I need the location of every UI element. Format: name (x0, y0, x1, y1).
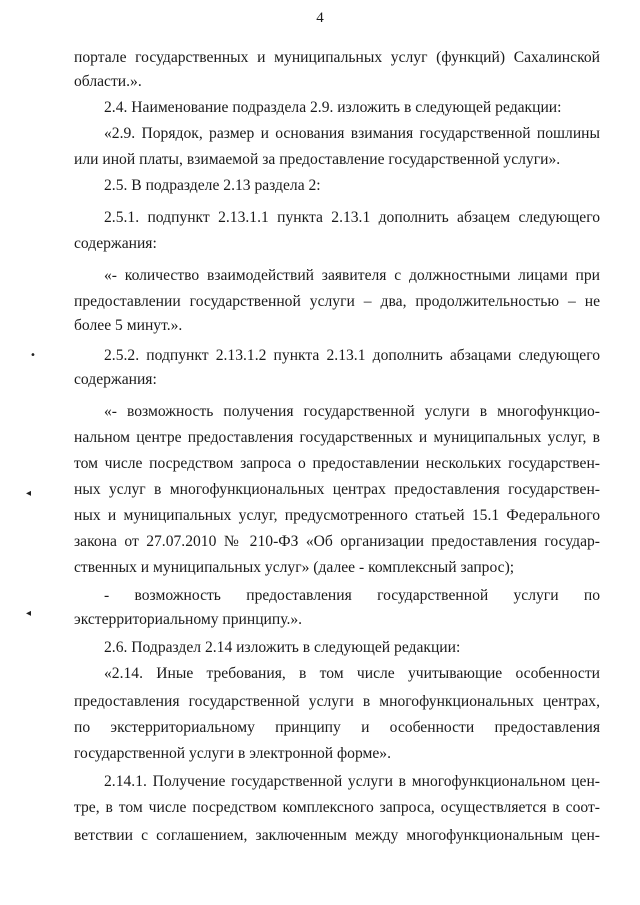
text-line: 2.5.2. подпункт 2.13.1.2 пункта 2.13.1 дополнить абзацами следующего (104, 347, 600, 364)
text-line: более 5 минут.». (74, 317, 183, 334)
text-line: 2.14.1. Получение государственной услуги в многофункциональном цен- (104, 773, 600, 790)
text-line: - возможность предоставления государственной услуги по (104, 587, 600, 604)
scan-mark: ◂ (26, 608, 32, 619)
text-line: предоставлении государственной услуги – два, продолжительностью – не (74, 293, 600, 310)
page-number: 4 (316, 10, 324, 26)
text-line: ных и муниципальных услуг, предусмотренного статьей 15.1 Федерального (74, 507, 600, 524)
text-line: области.». (74, 73, 142, 90)
text-line: порталe государственных и муниципальных услуг (функций) Сахалинской (74, 49, 600, 66)
text-line: или иной платы, взимаемой за предоставление государственной услуги». (74, 151, 561, 168)
text-line: тре, в том числе посредством комплексного запроса, осуществляется в соот- (74, 799, 600, 816)
scan-mark: ◂ (26, 488, 32, 499)
text-line: предоставления государственной услуги в многофункциональных центрах, (74, 693, 600, 710)
text-line: содержания: (74, 371, 157, 388)
scan-mark: • (30, 350, 36, 361)
text-line: экстерриториальному принципу.». (74, 611, 303, 628)
text-line: 2.4. Наименование подраздела 2.9. изложить в следующей редакции: (104, 99, 562, 116)
text-line: содержания: (74, 235, 157, 252)
text-line: по экстерриториальному принципу и особенности предоставления (74, 719, 600, 736)
text-line: 2.5.1. подпункт 2.13.1.1 пункта 2.13.1 дополнить абзацем следующего (104, 209, 600, 226)
text-line: «2.9. Порядок, размер и основания взимания государственной пошлины (104, 125, 600, 142)
text-line: «- количество взаимодействий заявителя с должностными лицами при (104, 267, 600, 284)
text-line: том числе посредством запроса о предоставлении нескольких государствен- (74, 455, 600, 472)
text-line: закона от 27.07.2010 № 210-ФЗ «Об организации предоставления государ- (74, 533, 600, 550)
text-line: ных услуг в многофункциональных центрах предоставления государствен- (74, 481, 600, 498)
text-line: «2.14. Иные требования, в том числе учитывающие особенности (104, 665, 600, 682)
text-line: ственных и муниципальных услуг» (далее - комплексный запрос); (74, 559, 515, 576)
text-line: нальном центре предоставления государственных и муниципальных услуг, в (74, 429, 600, 446)
text-line: 2.6. Подраздел 2.14 изложить в следующей редакции: (104, 639, 461, 656)
text-line: 2.5. В подразделе 2.13 раздела 2: (104, 177, 321, 194)
text-line: государственной услуги в электронной форме». (74, 745, 391, 762)
text-line: «- возможность получения государственной услуги в многофункцио- (104, 403, 600, 420)
text-line: ветствии с соглашением, заключенным между многофункциональным цен- (74, 827, 600, 844)
